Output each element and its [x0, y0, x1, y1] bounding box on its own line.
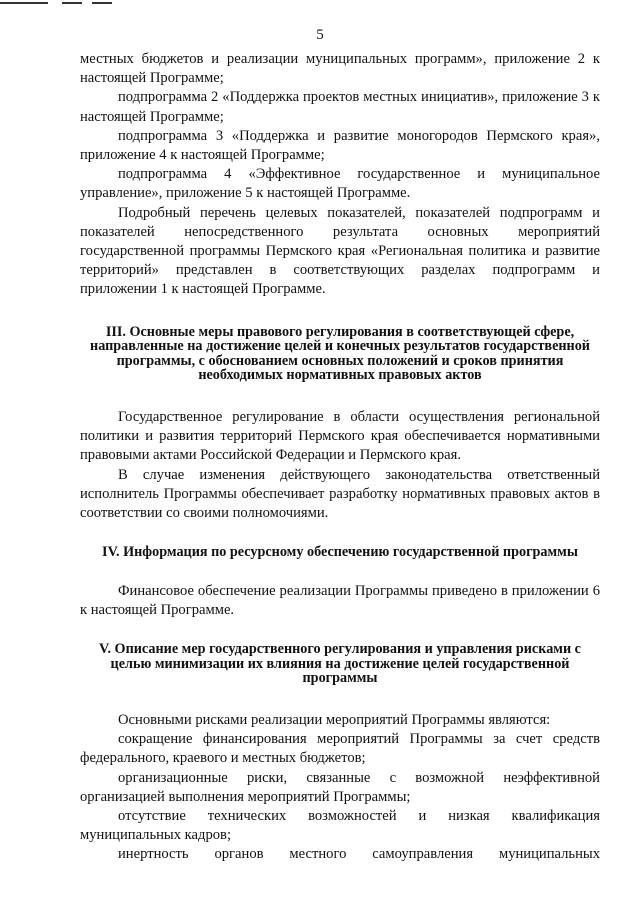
paragraph-indicators: Подробный перечень целевых показателей, показателей подпрограмм и показателей непосредственного результата основных мероприятий государственной программы Пермского края «Региональная политика и развитие территорий» представлен в соответствующих разделах подпрограмм и приложении 1 к настоящей Программе. — [80, 204, 600, 298]
section-5-paragraph: Основными рисками реализации мероприятий Программы являются: — [118, 712, 551, 729]
section-5-paragraph: отсутствие технических возможностей и низкая квалификация муниципальных кадров; — [80, 808, 600, 844]
paragraph-subprogram-2: подпрограмма 2 «Поддержка проектов местных инициатив», приложение 3 к настоящей Программе; — [80, 89, 600, 125]
section-4-heading: IV. Информация по ресурсному обеспечению государственной программы — [102, 544, 578, 561]
paragraph-subprogram-4: подпрограмма 4 «Эффективное государственное и муниципальное управление», приложение 5 к настоящей Программе. — [80, 166, 600, 202]
paragraph-subprogram-3: подпрограмма 3 «Поддержка и развитие моногородов Пермского края», приложение 4 к настоящей Программе; — [80, 127, 600, 164]
section-5-paragraph: организационные риски, связанные с возможной неэффективной организацией выполнения мероприятий Программы; — [80, 769, 600, 805]
paragraph-continuation: местных бюджетов и реализации муниципальных программ», приложение 2 к настоящей Программе; — [80, 51, 600, 87]
section-5-paragraph: сокращение финансирования мероприятий Программы за счет средств федерального, краевого и местных бюджетов; — [80, 731, 600, 767]
document-body — [80, 50, 600, 865]
section-3-paragraph: Государственное регулирование в области осуществления региональной политики и развития территорий Пермского края обеспечивается нормативными правовыми актами Российской Федерации и Пермского края. — [80, 409, 600, 464]
section-3-paragraph: В случае изменения действующего законодательства ответственный исполнитель Программы обеспечивает разработку нормативных правовых актов в соответствии со своими полномочиями. — [80, 466, 600, 522]
page-number: 5 — [316, 27, 324, 43]
section-4-paragraph: Финансовое обеспечение реализации Программы приведено в приложении 6 к настоящей Программе. — [80, 582, 600, 619]
section-5-paragraph: инертность органов местного самоуправления муниципальных — [118, 846, 600, 863]
section-3-heading: III. Основные меры правового регулирования в соответствующей сфере, направленные на достижение целей и конечных результатов государственной программы, с обоснованием основных положений и сроков принятия необходимых нормативных правовых актов — [90, 323, 590, 384]
scan-edge-mark — [0, 2, 640, 6]
section-5-heading: V. Описание мер государственного регулирования и управления рисками с целью минимизации их влияния на достижение целей государственной программы — [99, 641, 581, 687]
